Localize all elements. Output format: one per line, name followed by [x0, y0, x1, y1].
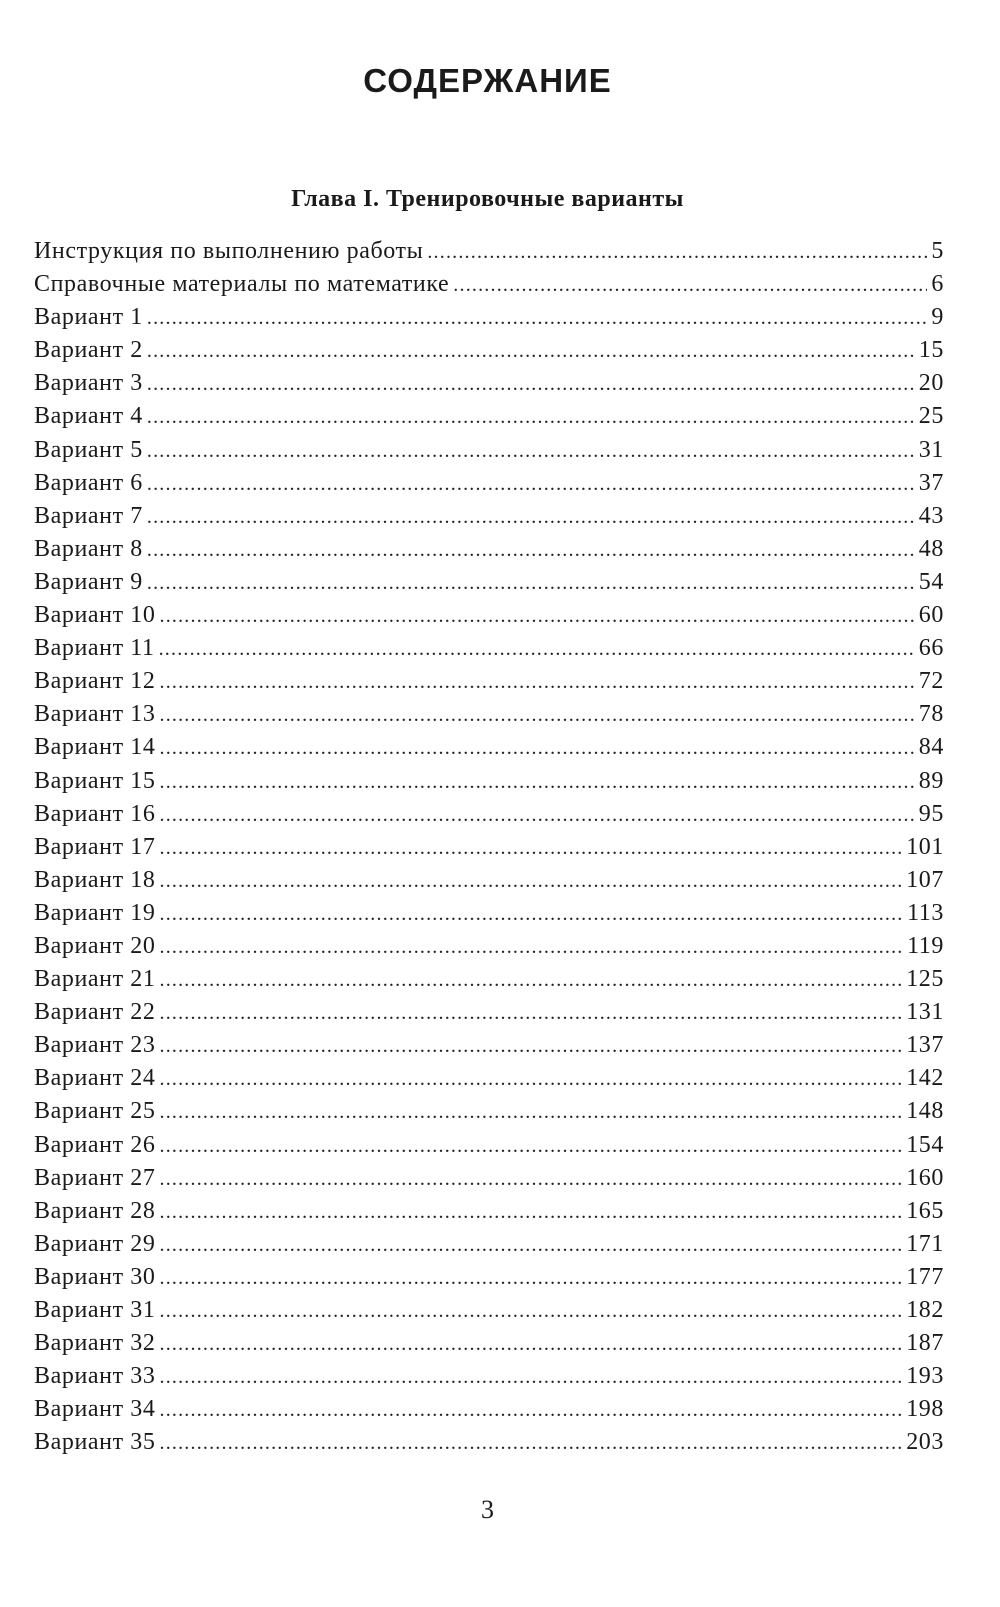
toc-entry: [34, 1264, 944, 1297]
toc-entry-page: 142: [906, 1065, 944, 1092]
toc-entry: [34, 470, 944, 503]
toc-entry-page: 193: [906, 1363, 944, 1390]
toc-entry: [34, 1429, 944, 1462]
toc-entry: [34, 966, 944, 999]
toc-entry: [34, 933, 944, 966]
toc-entry-page: 107: [906, 866, 944, 893]
toc-entry-page: 154: [906, 1131, 944, 1158]
toc-entry-label: Вариант 8: [34, 535, 143, 562]
dot-leader: [147, 506, 915, 529]
toc-entry-label: Вариант 16: [34, 800, 156, 827]
toc-entry-page: 119: [907, 932, 944, 959]
dot-leader: [147, 340, 915, 363]
dot-leader: [147, 539, 915, 562]
dot-leader: [453, 274, 927, 297]
toc-entry-label: Вариант 3: [34, 370, 143, 397]
toc-entry-page: 66: [918, 635, 944, 662]
toc-entry: [34, 734, 944, 767]
toc-entry: [34, 1198, 944, 1231]
toc-entry-label: Инструкция по выполнению работы: [34, 238, 424, 264]
toc-entry-label: Вариант 22: [34, 999, 156, 1026]
toc-entry: [34, 768, 944, 801]
toc-entry: [34, 668, 944, 701]
toc-entry-page: 198: [906, 1396, 944, 1423]
toc-entry-page: 131: [906, 999, 944, 1026]
toc-entry-label: Вариант 35: [34, 1429, 156, 1456]
dot-leader: [160, 771, 915, 794]
toc-entry-label: Вариант 24: [34, 1065, 156, 1092]
toc-entry: [34, 602, 944, 635]
dot-leader: [147, 373, 915, 396]
toc-entry-label: Вариант 18: [34, 866, 156, 893]
toc-entry-label: Справочные материалы по математике: [34, 271, 450, 298]
toc-entry: [34, 271, 944, 304]
dot-leader: [160, 605, 915, 628]
toc-entry-page: 78: [918, 701, 944, 728]
toc-entry: [34, 1032, 944, 1065]
dot-leader: [160, 1432, 903, 1455]
toc-entry-page: 6: [931, 271, 944, 298]
toc-entry: [34, 999, 944, 1032]
toc-entry-page: 5: [931, 238, 944, 264]
dot-leader: [147, 473, 915, 496]
toc-entry-label: Вариант 6: [34, 469, 143, 496]
toc-entry: [34, 536, 944, 569]
toc-entry: [34, 569, 944, 602]
dot-leader: [147, 572, 915, 595]
toc-entry-page: 84: [918, 734, 944, 761]
toc-entry: [34, 370, 944, 403]
toc-entry-label: Вариант 34: [34, 1396, 156, 1423]
toc-entry-label: Вариант 17: [34, 833, 156, 860]
toc-entry-label: Вариант 29: [34, 1230, 156, 1257]
dot-leader: [160, 1168, 903, 1191]
toc-entry: [34, 900, 944, 933]
toc-entry-label: Вариант 27: [34, 1164, 156, 1191]
toc-entry-page: 54: [918, 568, 944, 595]
dot-leader: [160, 1101, 903, 1124]
toc-entry: [34, 1297, 944, 1330]
dot-leader: [160, 704, 915, 727]
toc-entry-page: 101: [906, 833, 944, 860]
toc-entry-page: 15: [918, 337, 944, 364]
toc-entry-label: Вариант 7: [34, 502, 143, 529]
toc-entry-page: 25: [918, 403, 944, 430]
dot-leader: [160, 1333, 903, 1356]
toc-entry: [34, 403, 944, 436]
dot-leader: [160, 903, 904, 926]
toc-entry-label: Вариант 26: [34, 1131, 156, 1158]
dot-leader: [160, 870, 903, 893]
dot-leader: [160, 1267, 903, 1290]
toc-entry: [34, 437, 944, 470]
toc-entry-label: Вариант 21: [34, 966, 156, 993]
toc-entry-page: 20: [918, 370, 944, 397]
dot-leader: [160, 671, 915, 694]
dot-leader: [160, 936, 904, 959]
toc-entry-label: Вариант 32: [34, 1330, 156, 1357]
toc-entry-label: Вариант 5: [34, 436, 143, 463]
toc-entry-page: 9: [931, 304, 944, 331]
toc-entry: [34, 801, 944, 834]
dot-leader: [160, 1068, 903, 1091]
toc-entry-label: Вариант 20: [34, 932, 156, 959]
toc-entry-label: Вариант 25: [34, 1098, 156, 1125]
toc-entry: [34, 1065, 944, 1098]
toc-entry-label: Вариант 28: [34, 1197, 156, 1224]
toc-entry-label: Вариант 13: [34, 701, 156, 728]
dot-leader: [147, 440, 915, 463]
toc-entry-page: 182: [906, 1297, 944, 1323]
dot-leader: [160, 837, 903, 860]
toc-entry-page: 89: [918, 767, 944, 794]
toc-entry-label: Вариант 19: [34, 899, 156, 926]
toc-entry-label: Вариант 10: [34, 602, 156, 629]
toc-entry-page: 177: [906, 1263, 944, 1290]
toc-entry: [34, 1396, 944, 1429]
toc-entry-page: 125: [906, 966, 944, 993]
toc-entry: [34, 635, 944, 668]
toc-entry-page: 37: [918, 469, 944, 496]
dot-leader: [160, 1300, 903, 1323]
toc-entry-label: Вариант 33: [34, 1363, 156, 1390]
toc-entry-label: Вариант 30: [34, 1263, 156, 1290]
toc-entry-label: Вариант 23: [34, 1032, 156, 1059]
toc-entry-label: Вариант 1: [34, 304, 143, 331]
toc-entry: [34, 701, 944, 734]
dot-leader: [159, 638, 915, 661]
dot-leader: [427, 241, 927, 264]
toc-entry-label: Вариант 12: [34, 668, 156, 695]
toc-entry-page: 60: [918, 602, 944, 629]
toc-entry-label: Вариант 4: [34, 403, 143, 430]
dot-leader: [160, 1035, 903, 1058]
toc-entry: [34, 304, 944, 337]
toc-entry: [34, 1132, 944, 1165]
page-title: СОДЕРЖАНИЕ: [363, 62, 612, 99]
toc-entry-page: 187: [906, 1330, 944, 1357]
toc-entry-page: 137: [906, 1032, 944, 1059]
toc-entry: [34, 337, 944, 370]
toc-entry-label: Вариант 9: [34, 568, 143, 595]
chapter-heading: Глава I. Тренировочные варианты: [291, 186, 684, 212]
toc-entry: [34, 1165, 944, 1198]
toc-entry-label: Вариант 11: [34, 635, 155, 662]
toc-entry: [34, 867, 944, 900]
toc-entry: [34, 834, 944, 867]
toc-entry: [34, 1363, 944, 1396]
dot-leader: [147, 406, 915, 429]
toc-entry: [34, 1330, 944, 1363]
toc-entry-page: 171: [906, 1230, 944, 1257]
toc-entry-label: Вариант 15: [34, 767, 156, 794]
dot-leader: [160, 1399, 903, 1422]
toc-entry: [34, 1231, 944, 1264]
page-number: 3: [481, 1495, 494, 1524]
toc-entry-page: 95: [918, 800, 944, 827]
toc-entry-page: 113: [907, 899, 944, 926]
dot-leader: [160, 1366, 903, 1389]
dot-leader: [147, 307, 928, 330]
dot-leader: [160, 1234, 903, 1257]
toc-entry-page: 31: [918, 436, 944, 463]
dot-leader: [160, 969, 903, 992]
toc-entry-label: Вариант 2: [34, 337, 143, 364]
toc-entry-page: 165: [906, 1197, 944, 1224]
toc-entry-page: 160: [906, 1164, 944, 1191]
dot-leader: [160, 1002, 903, 1025]
table-of-contents: [34, 238, 944, 1462]
dot-leader: [160, 737, 915, 760]
toc-entry-page: 48: [918, 535, 944, 562]
toc-entry-label: Вариант 14: [34, 734, 156, 761]
toc-entry-page: 203: [906, 1429, 944, 1456]
toc-entry-page: 43: [918, 502, 944, 529]
dot-leader: [160, 804, 915, 827]
toc-entry: [34, 1098, 944, 1131]
toc-entry-label: Вариант 31: [34, 1297, 156, 1323]
dot-leader: [160, 1201, 903, 1224]
toc-entry-page: 148: [906, 1098, 944, 1125]
dot-leader: [160, 1135, 903, 1158]
toc-entry-page: 72: [918, 668, 944, 695]
toc-entry: [34, 238, 944, 271]
toc-entry: [34, 503, 944, 536]
